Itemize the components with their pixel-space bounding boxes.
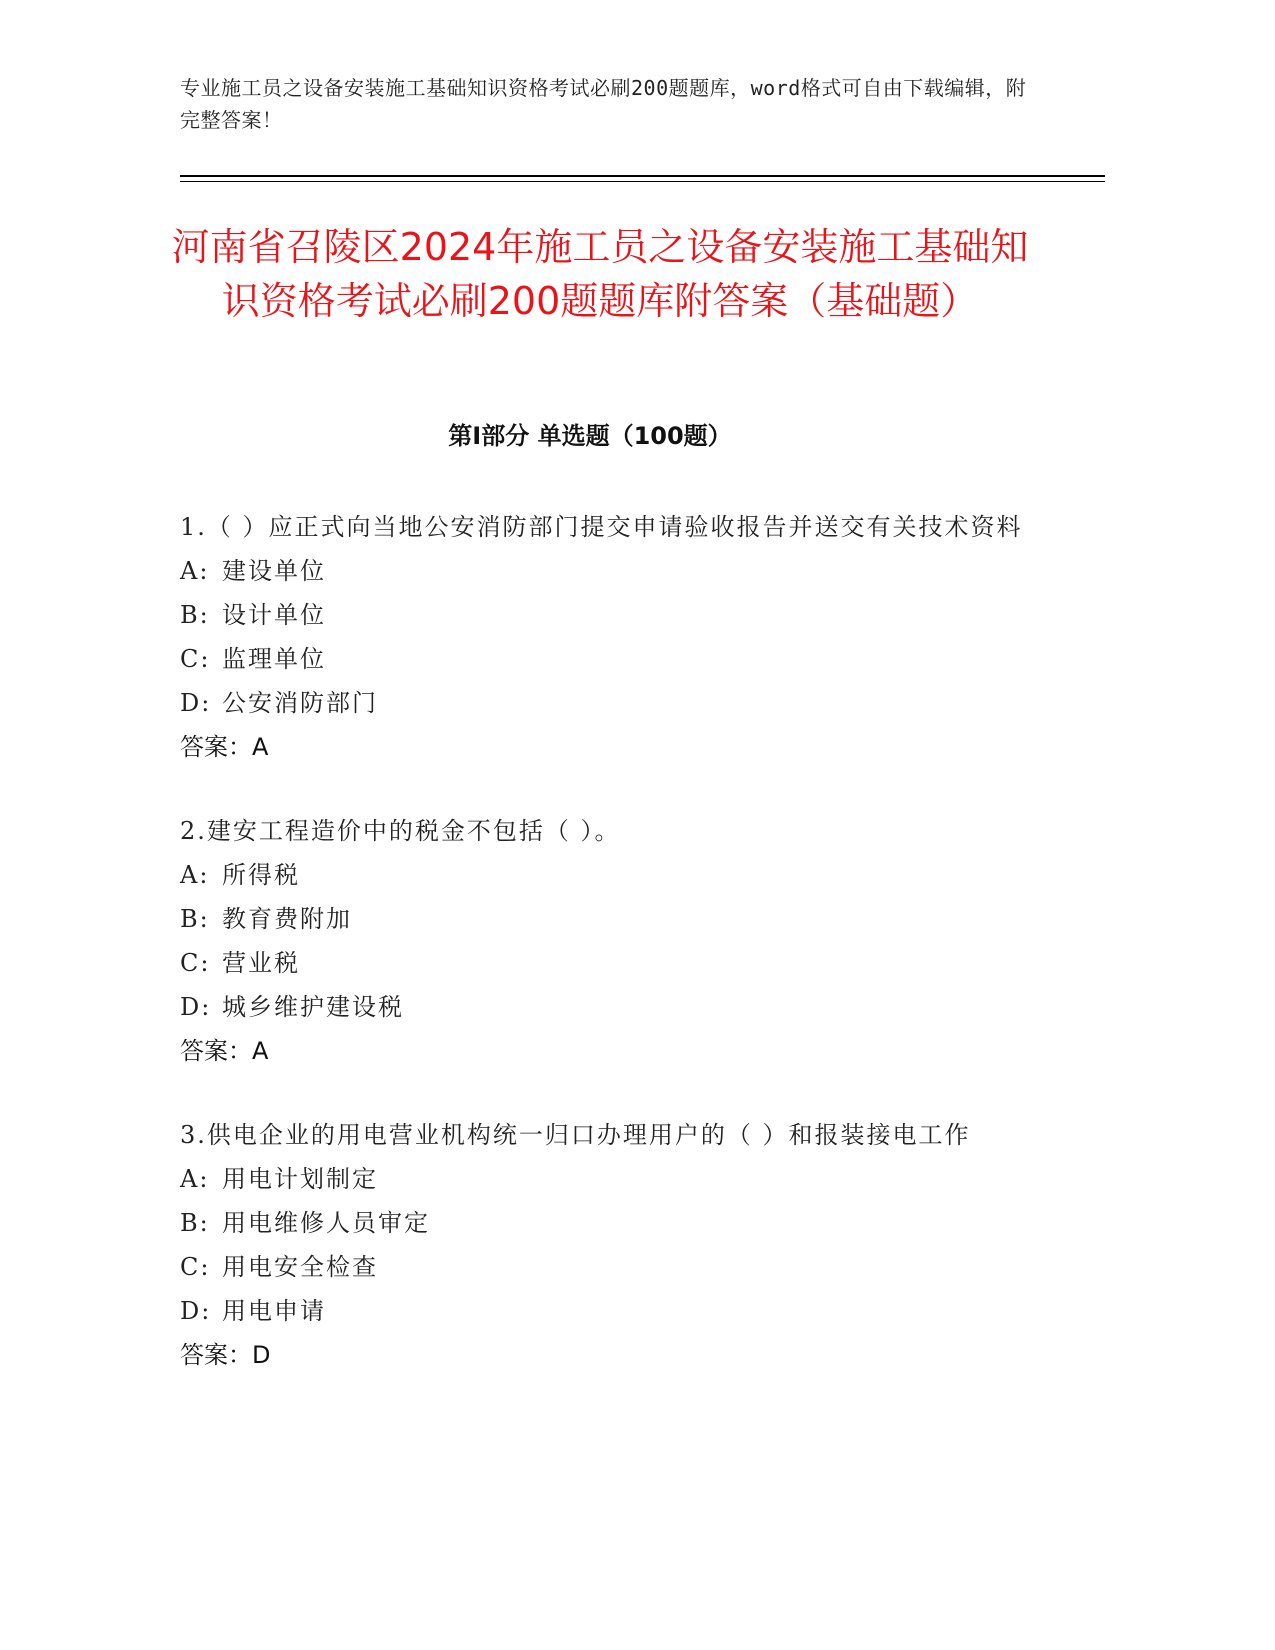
option-d <box>180 985 1060 1029</box>
option-letter: D: <box>180 689 212 717</box>
answer-line <box>180 1333 1060 1377</box>
section-heading: 第I部分 单选题（100题） <box>448 422 732 450</box>
option-letter: B: <box>180 1209 210 1237</box>
option-letter: D: <box>180 1297 212 1325</box>
option-text: 用电申请 <box>222 1297 326 1325</box>
answer-value: A <box>252 1037 269 1065</box>
option-b <box>180 1201 1060 1245</box>
option-text: 城乡维护建设税 <box>222 993 404 1021</box>
option-text: 营业税 <box>222 949 300 977</box>
option-letter: C: <box>180 645 211 673</box>
answer-value: D <box>252 1341 271 1369</box>
answer-value: A <box>252 733 269 761</box>
option-a <box>180 1157 1060 1201</box>
option-text: 用电安全检查 <box>222 1253 378 1281</box>
question-stem: 3.供电企业的用电营业机构统一归口办理用户的（ ）和报装接电工作 <box>180 1121 971 1149</box>
document-title: 河南省召陵区2024年施工员之设备安装施工基础知识资格考试必刷200题题库附答案（基础题） <box>171 225 1029 323</box>
question-list <box>180 505 1060 1417</box>
option-text: 用电维修人员审定 <box>222 1209 430 1237</box>
option-letter: C: <box>180 949 211 977</box>
question-1 <box>180 505 1060 769</box>
question-3 <box>180 1113 1060 1377</box>
option-b <box>180 897 1060 941</box>
question-stem: 1.（ ）应正式向当地公安消防部门提交申请验收报告并送交有关技术资料 <box>180 513 1023 541</box>
option-text: 所得税 <box>222 861 300 889</box>
option-text: 公安消防部门 <box>222 689 378 717</box>
option-letter: B: <box>180 905 210 933</box>
option-d <box>180 1289 1060 1333</box>
option-text: 教育费附加 <box>222 905 352 933</box>
answer-line <box>180 725 1060 769</box>
option-text: 设计单位 <box>222 601 326 629</box>
option-text: 监理单位 <box>222 645 326 673</box>
answer-label: 答案： <box>180 733 252 761</box>
answer-label: 答案： <box>180 1341 252 1369</box>
option-text: 用电计划制定 <box>222 1165 378 1193</box>
header-note: 专业施工员之设备安装施工基础知识资格考试必刷200题题库，word格式可自由下载编辑，附完整答案！ <box>180 76 1027 132</box>
option-a <box>180 853 1060 897</box>
option-letter: B: <box>180 601 210 629</box>
answer-line <box>180 1029 1060 1073</box>
option-letter: A: <box>180 1165 210 1193</box>
option-letter: A: <box>180 861 210 889</box>
option-letter: A: <box>180 557 210 585</box>
question-2 <box>180 809 1060 1073</box>
option-letter: D: <box>180 993 212 1021</box>
option-d <box>180 681 1060 725</box>
option-c <box>180 637 1060 681</box>
option-text: 建设单位 <box>222 557 326 585</box>
option-c <box>180 1245 1060 1289</box>
option-b <box>180 593 1060 637</box>
header-divider-thin <box>180 181 1105 182</box>
question-stem: 2.建安工程造价中的税金不包括（ ）。 <box>180 817 621 845</box>
option-a <box>180 549 1060 593</box>
header-divider-thick <box>180 175 1105 177</box>
option-letter: C: <box>180 1253 211 1281</box>
answer-label: 答案： <box>180 1037 252 1065</box>
option-c <box>180 941 1060 985</box>
